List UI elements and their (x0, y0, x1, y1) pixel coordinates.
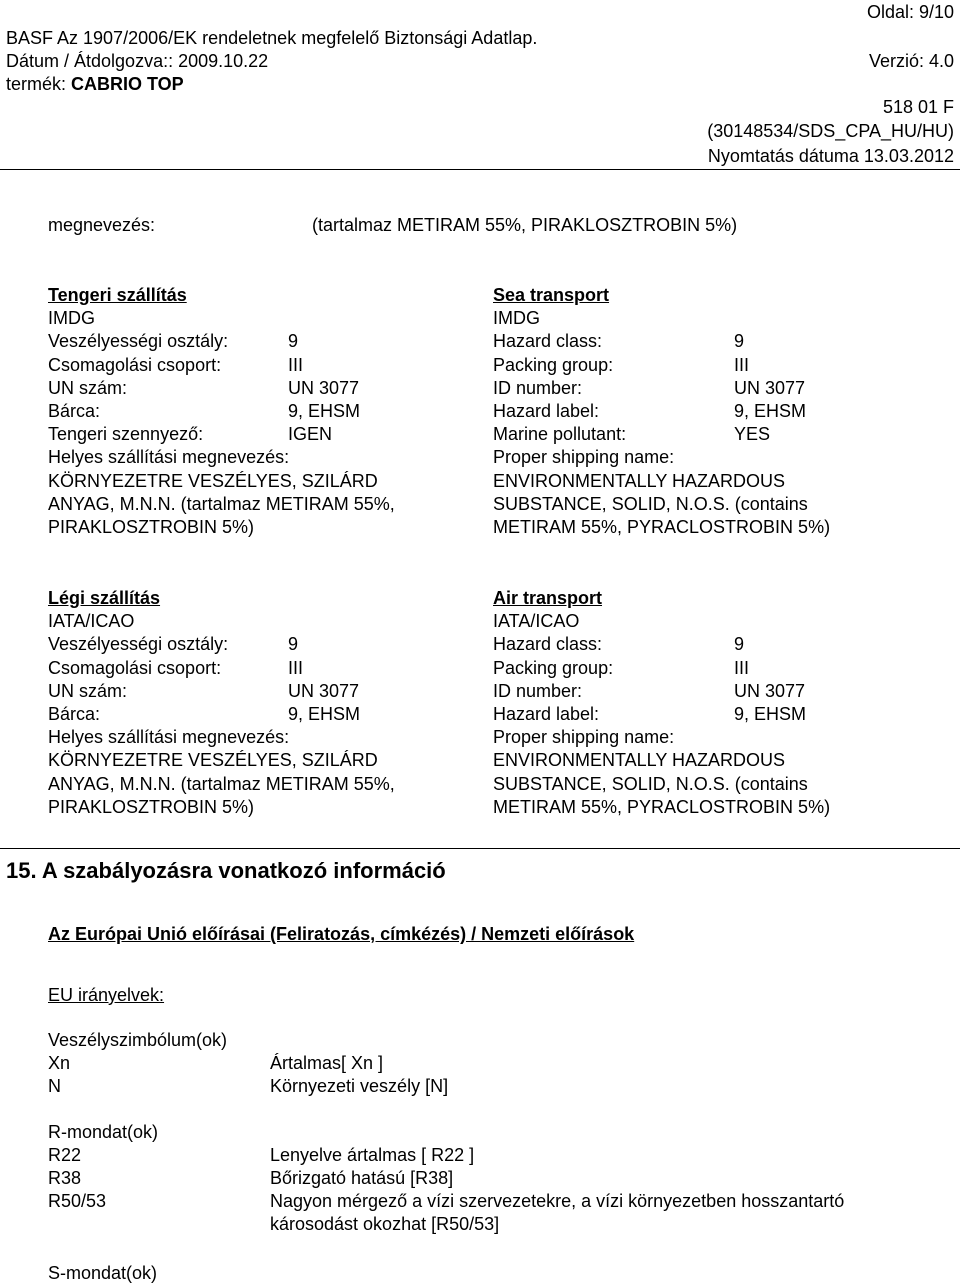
section-title: Légi szállítás (48, 588, 161, 608)
property-value: 9 (288, 331, 299, 352)
section-divider (0, 848, 960, 849)
property-rows (493, 633, 933, 726)
property-row (48, 400, 468, 423)
shipping-name-label: Proper shipping name: (493, 727, 675, 748)
eu-regulations-subtitle: Az Európai Unió előírásai (Feliratozás, címkézés) / Nemzeti előírások (48, 924, 635, 944)
product-name: CABRIO TOP (71, 74, 184, 94)
shipping-name-line: ANYAG, M.N.N. (tartalmaz METIRAM 55%, (48, 773, 395, 794)
shipping-name-label: Helyes szállítási megnevezés: (48, 727, 290, 748)
property-value: III (734, 354, 750, 375)
property-key: UN szám: (48, 377, 128, 398)
property-value: IGEN (288, 424, 333, 445)
property-row (493, 354, 933, 377)
property-row (48, 680, 468, 703)
property-row (48, 633, 468, 656)
air-transport-hu (48, 587, 468, 819)
eu-directives-label: EU irányelvek: (48, 985, 165, 1005)
section-title: Air transport (493, 588, 603, 608)
hazard-symbols-label: Veszélyszimbólum(ok) (48, 1030, 228, 1050)
property-key: ID number: (493, 377, 583, 398)
transport-code: IMDG (493, 308, 540, 329)
property-row (493, 703, 933, 726)
property-row (48, 657, 468, 680)
r-phrase-code: R50/53 (48, 1191, 107, 1211)
shipping-name-line: PIRAKLOSZTROBIN 5%) (48, 516, 255, 537)
property-key: Bárca: (48, 400, 101, 421)
shipping-name-line: PIRAKLOSZTROBIN 5%) (48, 796, 255, 817)
property-row (493, 633, 933, 656)
property-value: UN 3077 (288, 680, 360, 701)
property-row (48, 330, 468, 353)
property-key: UN szám: (48, 680, 128, 701)
shipping-name-line: ENVIRONMENTALLY HAZARDOUS (493, 750, 786, 771)
naming-value: (tartalmaz METIRAM 55%, PIRAKLOSZTROBIN 5%) (312, 215, 738, 235)
property-row (493, 423, 933, 446)
shipping-name-label: Proper shipping name: (493, 447, 675, 468)
symbol-code: N (48, 1076, 61, 1096)
symbol-text: Ártalmas[ Xn ] (270, 1053, 384, 1073)
r-phrase-code: R22 (48, 1145, 82, 1165)
property-key: Marine pollutant: (493, 424, 627, 445)
property-value: 9, EHSM (734, 703, 807, 724)
property-key: Hazard label: (493, 703, 600, 724)
shipping-name-label: Helyes szállítási megnevezés: (48, 447, 290, 468)
table-row (48, 1167, 948, 1190)
property-key: Packing group: (493, 354, 614, 375)
r-phrase-text: Bőrizgató hatású [R38] (270, 1168, 454, 1188)
table-row (48, 1075, 948, 1098)
property-value: 9 (288, 634, 299, 655)
hazard-symbols-table (48, 1052, 948, 1098)
section-title: Sea transport (493, 285, 610, 305)
property-key: Veszélyességi osztály: (48, 331, 229, 352)
property-key: Packing group: (493, 657, 614, 678)
transport-code: IMDG (48, 308, 95, 329)
property-row (48, 423, 468, 446)
property-value: III (288, 657, 304, 678)
shipping-name-line: METIRAM 55%, PYRACLOSTROBIN 5%) (493, 516, 831, 537)
revision-date: Dátum / Átdolgozva:: 2009.10.22 (6, 51, 269, 71)
table-row (48, 1052, 948, 1075)
shipping-name-line: ENVIRONMENTALLY HAZARDOUS (493, 470, 786, 491)
property-value: 9, EHSM (288, 703, 361, 724)
shipping-name-line: METIRAM 55%, PYRACLOSTROBIN 5%) (493, 796, 831, 817)
regulation-title: BASF Az 1907/2006/EK rendeletnek megfelelő Biztonsági Adatlap. (6, 28, 538, 48)
property-value: UN 3077 (288, 377, 360, 398)
shipping-name-line: KÖRNYEZETRE VESZÉLYES, SZILÁRD (48, 470, 378, 491)
symbol-text: Környezeti veszély [N] (270, 1076, 449, 1096)
property-value: UN 3077 (734, 680, 806, 701)
property-rows (493, 330, 933, 446)
shipping-name-line: ANYAG, M.N.N. (tartalmaz METIRAM 55%, (48, 493, 395, 514)
shipping-name-line: SUBSTANCE, SOLID, N.O.S. (contains (493, 773, 808, 794)
air-transport-en (493, 587, 933, 819)
shipping-name-line: KÖRNYEZETRE VESZÉLYES, SZILÁRD (48, 750, 378, 771)
property-value: III (288, 354, 304, 375)
r-phrases-label: R-mondat(ok) (48, 1122, 159, 1142)
product-prefix: termék: (6, 74, 72, 94)
r-phrase-code: R38 (48, 1168, 82, 1188)
property-row (493, 657, 933, 680)
symbol-code: Xn (48, 1053, 71, 1073)
property-key: Tengeri szennyező: (48, 424, 204, 445)
property-value: 9, EHSM (734, 400, 807, 421)
property-key: ID number: (493, 680, 583, 701)
property-value: 9 (734, 634, 745, 655)
property-rows (48, 633, 468, 726)
section-title: Tengeri szállítás (48, 285, 187, 305)
property-row (493, 680, 933, 703)
r-phrase-text: Nagyon mérgező a vízi szervezetekre, a vízi környezetben hosszantartó károsodást okozhat [R50/53] (270, 1191, 845, 1234)
property-rows (48, 330, 468, 446)
property-value: 9, EHSM (288, 400, 361, 421)
r-phrases-table (48, 1144, 948, 1236)
table-row (48, 1144, 948, 1167)
sea-transport-hu (48, 284, 468, 539)
version: Verzió: 4.0 (868, 51, 954, 71)
product-code: 518 01 F (882, 97, 954, 117)
property-key: Hazard class: (493, 331, 603, 352)
property-key: Veszélyességi osztály: (48, 634, 229, 655)
property-value: III (734, 657, 750, 678)
header-divider (0, 169, 960, 170)
property-key: Bárca: (48, 703, 101, 724)
property-key: Hazard label: (493, 400, 600, 421)
property-value: UN 3077 (734, 377, 806, 398)
page-number: Oldal: 9/10 (866, 2, 954, 22)
naming-label: megnevezés: (48, 215, 156, 235)
s-phrases-label: S-mondat(ok) (48, 1263, 158, 1283)
shipping-name-line: SUBSTANCE, SOLID, N.O.S. (contains (493, 493, 808, 514)
property-row (493, 377, 933, 400)
sds-id: (30148534/SDS_CPA_HU/HU) (707, 121, 954, 141)
property-key: Csomagolási csoport: (48, 657, 222, 678)
transport-code: IATA/ICAO (493, 611, 580, 632)
property-row (48, 703, 468, 726)
print-date: Nyomtatás dátuma 13.03.2012 (707, 146, 954, 166)
product-line (6, 73, 184, 95)
sea-transport-en (493, 284, 933, 539)
section-15-title: 15. A szabályozásra vonatkozó információ (6, 858, 446, 883)
property-row (48, 354, 468, 377)
table-row (48, 1190, 948, 1236)
property-key: Csomagolási csoport: (48, 354, 222, 375)
property-key: Hazard class: (493, 634, 603, 655)
property-value: 9 (734, 331, 745, 352)
property-row (493, 400, 933, 423)
transport-code: IATA/ICAO (48, 611, 135, 632)
property-value: YES (734, 424, 771, 445)
r-phrase-text: Lenyelve ártalmas [ R22 ] (270, 1145, 475, 1165)
property-row (48, 377, 468, 400)
property-row (493, 330, 933, 353)
